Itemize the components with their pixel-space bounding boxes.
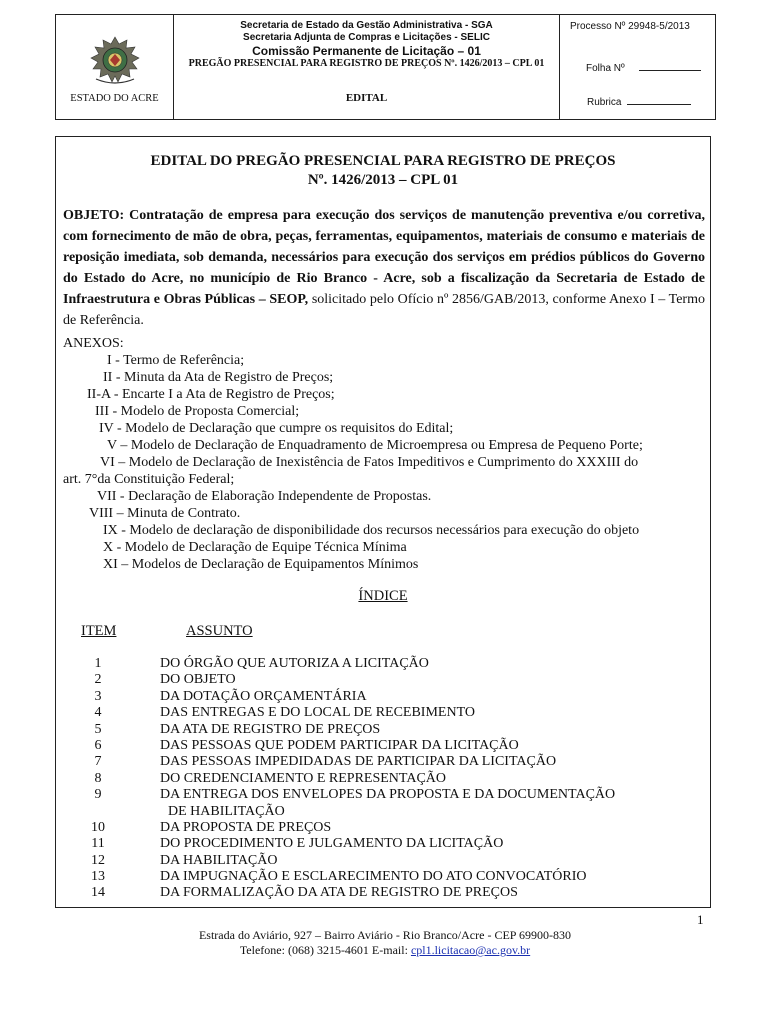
indice-item-number: 3 — [94, 688, 102, 704]
anexo-item: I - Termo de Referência; — [107, 353, 245, 368]
indice-subject: DA HABILITAÇÃO — [160, 852, 278, 868]
indice-subject: DA PROPOSTA DE PREÇOS — [160, 819, 332, 835]
footer-phone: Telefone: (068) 3215-4601 E-mail: — [239, 943, 408, 957]
indice-row — [56, 836, 712, 852]
indice-item-number: 9 — [94, 787, 102, 803]
header-edital: EDITAL — [345, 92, 388, 104]
anexo-item: II-A - Encarte I a Ata de Registro de Preços; — [87, 387, 335, 402]
anexo-item: VII - Declaração de Elaboração Independente de Propostas. — [97, 489, 432, 504]
folha-field — [586, 61, 701, 74]
indice-item-number: 2 — [94, 672, 102, 688]
edital-title-line2: Nº. 1426/2013 – CPL 01 — [307, 172, 459, 188]
objeto-paragraph — [63, 205, 705, 331]
objeto-bold-text: OBJETO: Contratação de empresa para execução dos serviços de manutenção preventiva e/ou corretiva, com fornecimento de mão de obra, peças, ferramentas, equipamentos, materiais de consumo e materiais de reposição imediata, sob demanda, necessários para execução dos serviços em prédios públicos do Governo do Estado do Acre, no município de Rio Branco - Acre, sob a fiscalização da Secretaria de Estado de Infraestrutura e Obras Públicas – SEOP, — [63, 208, 705, 307]
processo-number: Processo Nº 29948-5/2013 — [570, 21, 690, 32]
indice-subject: DA ATA DE REGISTRO DE PREÇOS — [160, 721, 381, 737]
indice-row — [56, 885, 712, 901]
assunto-column-header: ASSUNTO — [186, 623, 253, 639]
footer-email-link[interactable]: cpl1.licitacao@ac.gov.br — [410, 943, 531, 957]
indice-subject: DAS PESSOAS QUE PODEM PARTICIPAR DA LICITAÇÃO — [160, 737, 519, 753]
indice-row — [56, 656, 712, 672]
state-coat-of-arms-icon — [88, 35, 142, 85]
indice-subject: DAS PESSOAS IMPEDIDADAS DE PARTICIPAR DA LICITAÇÃO — [160, 754, 557, 770]
footer-contact — [0, 943, 770, 958]
indice-row — [56, 722, 712, 738]
footer-address: Estrada do Aviário, 927 – Bairro Aviário - Rio Branco/Acre - CEP 69900-830 — [198, 928, 572, 942]
indice-title: ÍNDICE — [358, 588, 408, 604]
indice-item-number: 1 — [94, 656, 102, 671]
indice-item-number: 6 — [94, 737, 102, 753]
anexo-item: IV - Modelo de Declaração que cumpre os requisitos do Edital; — [99, 421, 454, 436]
anexo-item: III - Modelo de Proposta Comercial; — [95, 404, 300, 419]
indice-item-number: 5 — [94, 721, 102, 737]
indice-item-number: 11 — [91, 836, 105, 852]
indice-subject: DAS ENTREGAS E DO LOCAL DE RECEBIMENTO — [160, 705, 475, 721]
rubrica-blank — [627, 95, 691, 105]
anexo-item: IX - Modelo de declaração de disponibilidade dos recursos necessários para execução do objeto — [103, 523, 640, 538]
objeto-normal-text: solicitado pelo Ofício nº 2856/GAB/2013, conforme Anexo I – Termo de Referência. — [63, 292, 705, 328]
indice-item-number: 10 — [91, 819, 105, 835]
indice-row — [56, 705, 712, 721]
indice-row — [56, 869, 712, 885]
header-title-cell — [174, 15, 560, 119]
rubrica-label: Rubrica — [587, 97, 622, 108]
indice-subject: DA DOTAÇÃO ORÇAMENTÁRIA — [160, 688, 367, 704]
anexo-item: VI – Modelo de Declaração de Inexistência de Fatos Impeditivos e Cumprimento do XXXIII do — [100, 455, 639, 470]
header-secretaria: Secretaria de Estado da Gestão Administrativa - SGA — [240, 20, 493, 31]
indice-subject: DO PROCEDIMENTO E JULGAMENTO DA LICITAÇÃO — [160, 836, 504, 852]
document-header — [55, 14, 716, 120]
indice-row — [56, 672, 712, 688]
anexo-item: II - Minuta da Ata de Registro de Preços; — [103, 370, 334, 385]
header-logo-cell — [56, 15, 174, 119]
header-secretaria-adjunta: Secretaria Adjunta de Compras e Licitações - SELIC — [243, 32, 490, 43]
header-process-cell — [560, 15, 715, 119]
indice-item-number: 14 — [91, 885, 105, 901]
anexos-list — [63, 335, 708, 573]
indice-row — [56, 771, 712, 787]
indice-item-number: 7 — [94, 754, 102, 770]
anexo-item: VIII – Minuta de Contrato. — [89, 506, 241, 521]
anexos-heading: ANEXOS: — [63, 336, 124, 351]
indice-subject: DA IMPUGNAÇÃO E ESCLARECIMENTO DO ATO CONVOCATÓRIO — [160, 869, 587, 885]
folha-blank — [639, 61, 701, 71]
indice-item-number: 13 — [91, 869, 105, 885]
indice-subject-continuation: DE HABILITAÇÃO — [168, 803, 285, 819]
indice-subject: DA ENTREGA DOS ENVELOPES DA PROPOSTA E DA DOCUMENTAÇÃO — [160, 787, 616, 803]
folha-label: Folha Nº — [586, 63, 625, 74]
indice-item-number: 12 — [91, 852, 105, 868]
indice-row — [56, 754, 712, 770]
estado-label: ESTADO DO ACRE — [70, 93, 159, 104]
indice-table — [56, 656, 712, 902]
edital-body — [55, 136, 711, 908]
anexo-item: X - Modelo de Declaração de Equipe Técnica Mínima — [103, 540, 407, 555]
indice-subject: DA FORMALIZAÇÃO DA ATA DE REGISTRO DE PREÇOS — [160, 885, 518, 901]
edital-title-line1: EDITAL DO PREGÃO PRESENCIAL PARA REGISTRO DE PREÇOS — [150, 153, 616, 169]
header-comissao: Comissão Permanente de Licitação – 01 — [252, 44, 481, 58]
indice-row — [56, 738, 712, 754]
item-column-header: ITEM — [81, 623, 117, 639]
indice-subject: DO ÓRGÃO QUE AUTORIZA A LICITAÇÃO — [160, 656, 429, 671]
rubrica-field — [587, 95, 691, 108]
indice-row — [56, 689, 712, 705]
indice-subject: DO CREDENCIAMENTO E REPRESENTAÇÃO — [160, 770, 447, 786]
indice-row — [56, 787, 712, 820]
indice-subject: DO OBJETO — [160, 672, 236, 688]
indice-item-number: 8 — [94, 770, 102, 786]
page-number: 1 — [697, 912, 704, 927]
header-pregao: PREGÃO PRESENCIAL PARA REGISTRO DE PREÇOS Nº. 1426/2013 – CPL 01 — [188, 58, 545, 69]
anexo-item: art. 7°da Constituição Federal; — [63, 472, 235, 487]
anexo-item: XI – Modelos de Declaração de Equipamentos Mínimos — [103, 557, 419, 572]
indice-row — [56, 820, 712, 836]
indice-row — [56, 853, 712, 869]
indice-item-number: 4 — [94, 705, 102, 721]
anexo-item: V – Modelo de Declaração de Enquadramento de Microempresa ou Empresa de Pequeno Porte; — [107, 438, 643, 453]
